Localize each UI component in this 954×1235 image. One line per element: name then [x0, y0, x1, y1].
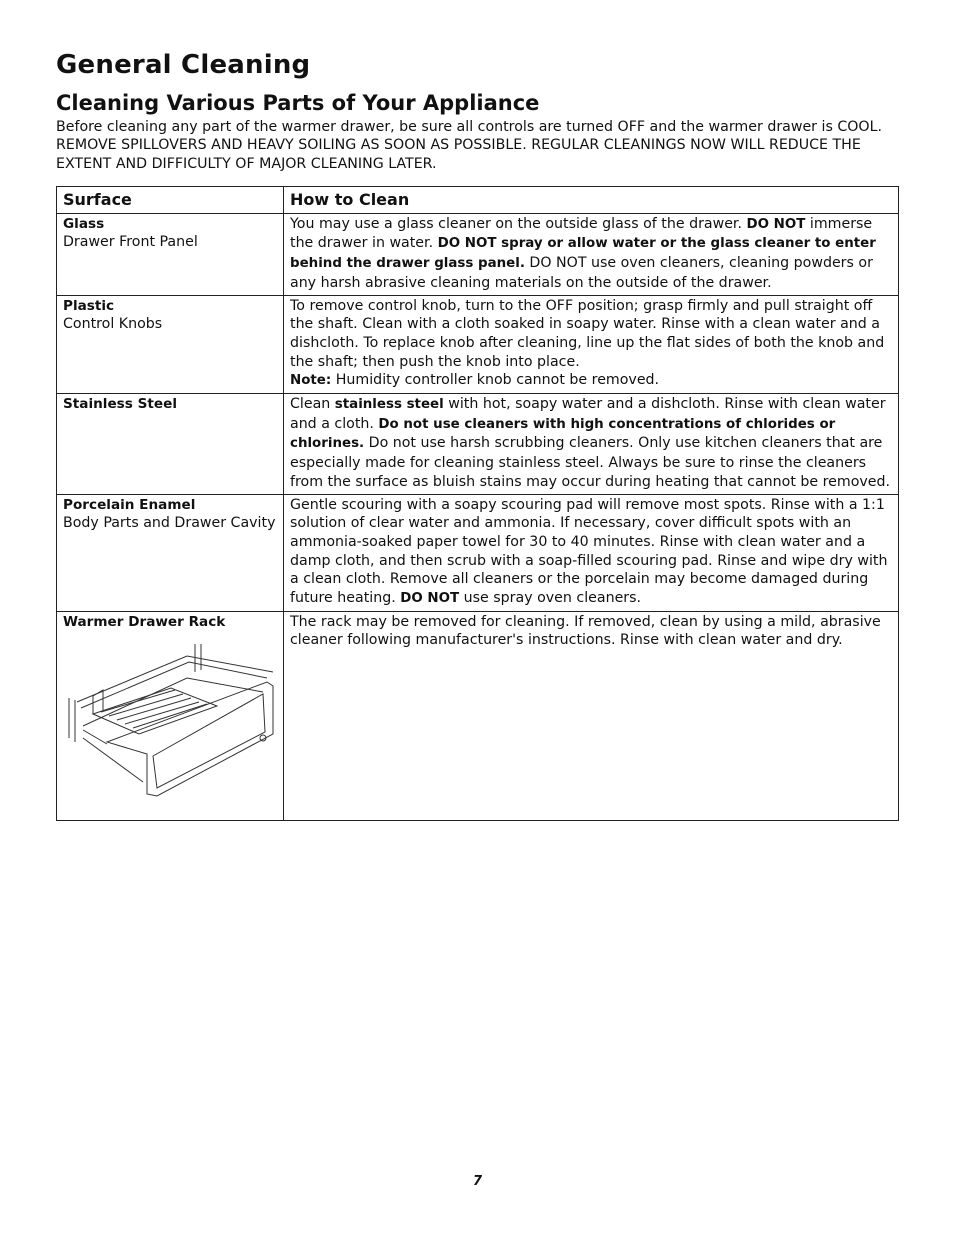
- text-run: The rack may be removed for cleaning. If removed, clean by using a mild, abrasive cleaner following manufacturer's instructions. Rinse with clean water and dry.: [290, 613, 881, 649]
- surface-cell: [57, 213, 284, 295]
- text-run: Humidity controller knob cannot be removed.: [331, 372, 660, 389]
- bold-text-run: Note:: [290, 373, 332, 389]
- cleaning-table: [56, 186, 899, 821]
- text-run: Gentle scouring with a soapy scouring pad will remove most spots. Rinse with a 1:1 solution of clear water and ammonia. If necessary, cover difficult spots with an ammonia-soaked paper towel for 30 to 40 minutes. Rinse with clean water and a damp cloth, and then scrub with a soap-filled scouring pad. Rinse and wipe dry with a clean cloth. Remove all cleaners or the porcelain may become damaged during future heating.: [290, 496, 888, 607]
- surface-subtitle: Body Parts and Drawer Cavity: [63, 515, 276, 532]
- surface-name: Glass: [63, 215, 105, 232]
- text-run: Clean: [290, 396, 335, 413]
- text-run: You may use a glass cleaner on the outside glass of the drawer.: [290, 215, 747, 232]
- intro-paragraph: Before cleaning any part of the warmer drawer, be sure all controls are turned OFF and the warmer drawer is COOL. REMOVE SPILLOVERS AND HEAVY SOILING AS SOON AS POSSIBLE. REGULAR CLEANINGS NOW WILL REDUCE THE EXTENT AND DIFFICULTY OF MAJOR CLEANING LATER.: [56, 119, 883, 172]
- how-to-clean-cell: [284, 611, 899, 820]
- table-header-row: [57, 187, 899, 214]
- text-run: To remove control knob, turn to the OFF position; grasp firmly and pull straight off the shaft. Clean with a cloth soaked in soapy water. Rinse with a clean water and a dishcloth. To replace knob after cleaning, line up the flat sides of both the knob and the shaft; then push the knob into place.: [290, 297, 885, 370]
- surface-cell: [57, 494, 284, 611]
- how-to-clean-cell: [284, 394, 899, 495]
- surface-name: Warmer Drawer Rack: [63, 613, 226, 630]
- surface-name: Plastic: [63, 297, 115, 314]
- how-to-clean-cell: [284, 295, 899, 394]
- bold-text-run: DO NOT spray or allow water or the glass cleaner to enter behind the drawer glass panel.: [290, 236, 876, 272]
- surface-subtitle: Drawer Front Panel: [63, 234, 198, 251]
- section-title: Cleaning Various Parts of Your Appliance: [56, 91, 540, 115]
- surface-cell: [57, 394, 284, 495]
- text-run: immerse the drawer in water.: [290, 215, 873, 252]
- bold-text-run: DO NOT: [746, 216, 806, 232]
- how-to-clean-cell: [284, 213, 899, 295]
- text-run: with hot, soapy water and a dishcloth. Rinse with clean water and a cloth.: [290, 396, 886, 432]
- page-number: 7: [473, 1174, 483, 1189]
- surface-name: Stainless Steel: [63, 396, 177, 413]
- table-row: [57, 611, 899, 820]
- bold-text-run: DO NOT: [400, 591, 460, 607]
- text-run: use spray oven cleaners.: [459, 590, 642, 607]
- warmer-drawer-rack-illustration: [67, 642, 277, 804]
- surface-cell: [57, 611, 284, 820]
- text-run: Do not use harsh scrubbing cleaners. Only use kitchen cleaners that are especially made for cleaning stainless steel. Always be sure to rinse the cleaners from the surface as bluish stains may occur during heating that cannot be removed.: [290, 435, 891, 490]
- text-run: DO NOT use oven cleaners, cleaning powders or any harsh abrasive cleaning materials on the outside of the drawer.: [290, 255, 873, 291]
- how-to-clean-cell: [284, 494, 899, 611]
- bold-text-run: Do not use cleaners with high concentrations of chlorides or chlorines.: [290, 416, 836, 452]
- surface-cell: [57, 295, 284, 394]
- table-row: [57, 295, 899, 394]
- surface-column-header: Surface: [57, 187, 284, 214]
- surface-name: Porcelain Enamel: [63, 496, 196, 513]
- table-row: [57, 213, 899, 295]
- table-row: [57, 394, 899, 495]
- surface-subtitle: Control Knobs: [63, 316, 163, 333]
- bold-text-run: stainless steel: [334, 397, 444, 413]
- how-to-clean-column-header: How to Clean: [284, 187, 899, 214]
- page-title: General Cleaning: [56, 50, 311, 80]
- table-row: [57, 494, 899, 611]
